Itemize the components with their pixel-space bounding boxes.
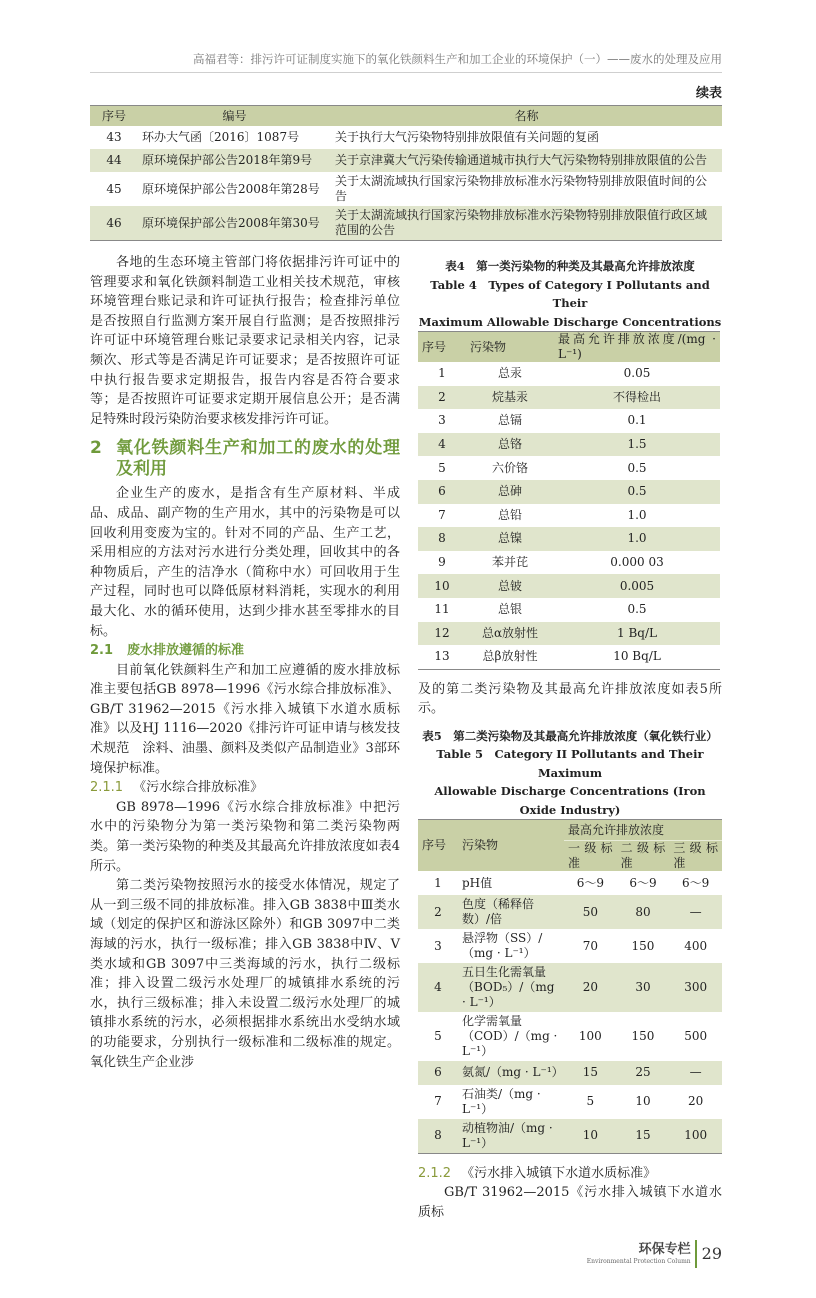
- table-row: [418, 409, 720, 433]
- cell: 0.5: [627, 460, 647, 475]
- cell: 6～9: [576, 875, 604, 890]
- table5-block: [418, 727, 722, 1154]
- cell: 总β放射性: [466, 645, 554, 669]
- cell: 原环境保护部公告2008年第28号: [142, 181, 320, 196]
- table-row: [418, 362, 720, 386]
- header-cell: 编号: [138, 106, 331, 127]
- table-row: [418, 504, 720, 528]
- right-column-bottom: [418, 1164, 722, 1223]
- cell: 总砷: [466, 480, 554, 504]
- section-title: 氧化铁颜料生产和加工的废水的处理及利用: [116, 438, 400, 480]
- table-row: [418, 895, 722, 929]
- cell: 2: [418, 386, 466, 410]
- table-row: [418, 551, 720, 575]
- table-header-row: [90, 106, 722, 127]
- table-header-row: [418, 820, 722, 841]
- page-number: 29: [701, 1244, 722, 1264]
- cell: 6～9: [682, 875, 710, 890]
- cell: 色度（稀释倍数）/倍: [458, 895, 564, 929]
- subsection-number: 2.1: [90, 643, 114, 659]
- cell: 8: [418, 527, 466, 551]
- cell: 1.5: [554, 433, 720, 457]
- header-cell: 最高允许排放浓度/(mg · L⁻¹): [554, 332, 720, 363]
- cell: 总铍: [466, 574, 554, 598]
- paragraph: 企业生产的废水，是指含有生产原材料、半成品、成品、副产物的生产用水，其中的污染物是可以回收利用变废为宝的。针对不同的产品、生产工艺，采用相应的方法对污水进行分类处理，回收其中的各种物质后，产生的洁净水（简称中水）可回收用于生产过程，同时也可以降低原材料消耗，实现水的利用最大化、水的循环使用，达到少排水甚至零排水的目标。: [90, 486, 400, 639]
- table-row: [418, 645, 720, 669]
- table-row: [90, 206, 722, 241]
- table-row: [418, 433, 720, 457]
- table4-block: [418, 257, 722, 670]
- table-row: [90, 149, 722, 172]
- cell: 总铅: [497, 507, 522, 522]
- paragraph: GB 8978—1996《污水综合排放标准》中把污水中的污染物分为第一类污染物和第二类污染物两类。第一类污染物的种类及其最高允许排放浓度如表4所示。: [90, 799, 400, 874]
- subsubsection-number: 2.1.1: [90, 780, 124, 796]
- cell: 20: [564, 963, 617, 1012]
- cell: 10 Bq/L: [554, 645, 720, 669]
- section-heading: [90, 438, 400, 480]
- cell: 7: [434, 1094, 442, 1109]
- subsubsection-title: 《污水排入城镇下水道水质标准》: [461, 1165, 657, 1181]
- cell: 总α放射性: [466, 622, 554, 646]
- cell: 150: [631, 938, 655, 953]
- table-row: [418, 386, 720, 410]
- cell: 11: [434, 602, 450, 617]
- cell: 45: [106, 181, 122, 196]
- running-head: 高福君等：排污许可证制度实施下的氧化铁颜料生产和加工企业的环境保护（一）——废水的处理及应用: [193, 52, 722, 66]
- cell: 0.000 03: [610, 555, 664, 570]
- continued-table-label: 续表: [695, 86, 722, 101]
- cell: 10: [564, 1119, 617, 1154]
- cell: 100: [669, 1119, 722, 1154]
- cell: 50: [564, 895, 617, 929]
- cell: 15: [617, 1119, 670, 1154]
- cell: 关于太湖流域执行国家污染物排放标准水污染物特别排放限值行政区域范围的公告: [331, 206, 722, 241]
- column-name-en: Environmental Protection Column: [586, 1258, 691, 1266]
- table5-caption-en: Table 5 Category II Pollutants and Their Maximum: [436, 747, 704, 780]
- subsubsection-heading: [418, 1164, 722, 1184]
- table-row: [90, 172, 722, 206]
- cell: 5: [438, 460, 446, 475]
- paragraph: GB/T 31962—2015《污水排入城镇下水道水质标: [418, 1185, 722, 1220]
- two-column-body: [90, 253, 722, 1222]
- cell: 15: [564, 1061, 617, 1085]
- cell: 不得检出: [554, 386, 720, 410]
- cell: 6: [418, 1061, 458, 1085]
- cell: 8: [418, 1119, 458, 1154]
- paragraph: 各地的生态环境主管部门将依据排污许可证中的管理要求和氧化铁颜料制造工业相关技术规范，审核环境管理台账记录和许可证执行报告；检查排污单位是否按照自行监测方案开展自行监测；是否按照排污许可证中环境管理台账记录要求记录相关内容，记录频次、形式等是否满足许可证要求；是否按照许可证中执行报告要求定期报告，报告内容是否符合要求等；是否按照许可证要求定期开展信息公开；是否满足特殊时段污染防治要求核发排污许可证。: [90, 255, 400, 427]
- header-cell: 最高允许排放浓度: [564, 820, 722, 841]
- table4-caption-en: Maximum Allowable Discharge Concentrations: [418, 314, 722, 329]
- cell: 10: [635, 1094, 651, 1109]
- cell: 46: [90, 206, 138, 241]
- table-row: [418, 456, 720, 480]
- section-number: 2: [90, 438, 102, 459]
- cell: —: [669, 895, 722, 929]
- cell: 12: [418, 622, 466, 646]
- table-row: [418, 598, 720, 622]
- cell: 烷基汞: [466, 386, 554, 410]
- table-row: [418, 1085, 722, 1119]
- header-cell: 序号: [90, 106, 138, 127]
- cell: 20: [688, 1094, 704, 1109]
- header-cell: 序号: [418, 820, 458, 872]
- cell: 0.5: [627, 602, 647, 617]
- cell: 动植物油/（mg · L⁻¹）: [458, 1119, 564, 1154]
- cell: 9: [438, 555, 446, 570]
- table4: [418, 331, 720, 670]
- subsubsection-number: 2.1.2: [418, 1165, 452, 1181]
- cell: 30: [617, 963, 670, 1012]
- cell: 原环境保护部公告2018年第9号: [138, 149, 331, 172]
- cell: 80: [617, 895, 670, 929]
- subsubsection-heading: [90, 778, 400, 798]
- cell: 44: [90, 149, 138, 172]
- table4-caption-en: Table 4 Types of Category I Pollutants and Their: [430, 277, 710, 310]
- footer-divider: [695, 1240, 697, 1268]
- cell: 总汞: [497, 366, 522, 381]
- table-row: [418, 480, 720, 504]
- header-cell: 一级标准: [564, 841, 617, 872]
- cell: 3: [434, 938, 442, 953]
- cell: 关于执行大气污染物特别排放限值有关问题的复函: [335, 130, 600, 144]
- cell: 6: [418, 480, 466, 504]
- column-name: 环保专栏: [638, 1242, 691, 1258]
- cell: 4: [418, 433, 466, 457]
- cell: 总银: [497, 602, 522, 617]
- table5-caption-en: Allowable Discharge Concentrations (Iron Oxide Industry): [434, 784, 706, 817]
- header-cell: 污染物: [458, 820, 564, 872]
- continued-table: [90, 105, 722, 241]
- header-cell: 污染物: [466, 332, 554, 363]
- table4-caption-cn: 表4 第一类污染物的种类及其最高允许排放浓度: [445, 259, 695, 273]
- cell: 1 Bq/L: [554, 622, 720, 646]
- right-column: [418, 257, 722, 1222]
- cell: 300: [669, 963, 722, 1012]
- header-cell: 三级标准: [669, 841, 722, 872]
- subsubsection-title: 《污水综合排放标准》: [133, 780, 264, 796]
- cell: 原环境保护部公告2008年第30号: [138, 206, 331, 241]
- cell: 关于京津冀大气污染传输通道城市执行大气污染物特别排放限值的公告: [331, 149, 722, 172]
- cell: 1: [438, 366, 446, 381]
- cell: 0.005: [554, 574, 720, 598]
- subsection-heading: [90, 641, 400, 661]
- cell: 1: [434, 875, 442, 890]
- table-row: [418, 574, 720, 598]
- header-cell: 二级标准: [617, 841, 670, 872]
- cell: 2: [418, 895, 458, 929]
- table-row: [418, 622, 720, 646]
- paragraph: 第二类污染物按照污水的接受水体情况，规定了从一到三级不同的排放标准。排入GB 3838中Ⅲ类水域（划定的保护区和游泳区除外）和GB 3097中二类海域的污水，执行一级标准；排入GB 3838中Ⅳ、Ⅴ类水域和GB 3097中三类海域的污水，执行二级标准；排入设置二级污水处理厂的城镇排水系统的污水，执行三级标准；排入未设置二级污水处理厂的城镇排水系统的污水，必须根据排水系统出水受纳水域的功能要求，分别执行一级标准和二级标准的规定。氧化铁生产企业涉: [90, 878, 400, 1070]
- table5-caption-cn: 表5 第二类污染物及其最高允许排放浓度（氧化铁行业）: [422, 728, 718, 743]
- page-footer: [90, 1240, 722, 1268]
- cell: 化学需氧量（COD）/（mg · L⁻¹）: [462, 1014, 558, 1058]
- table-row: [418, 1119, 722, 1154]
- cell: 1.0: [627, 507, 647, 522]
- cell: pH值: [462, 875, 493, 890]
- cell: 7: [438, 507, 446, 522]
- paragraph: 目前氧化铁颜料生产和加工应遵循的废水排放标准主要包括GB 8978—1996《污水综合排放标准》、GB/T 31962—2015《污水排入城镇下水道水质标准》以及HJ 1116—2020《排污许可证申请与核发技术规范 涂料、油墨、颜料及类似产品制造业》3部环境保护标准。: [90, 662, 400, 776]
- cell: 500: [684, 1029, 708, 1043]
- cell: 100: [578, 1029, 602, 1043]
- cell: 400: [684, 938, 708, 953]
- table-row: [418, 527, 720, 551]
- cell: 关于太湖流域执行国家污染物排放标准水污染物特别排放限值时间的公告: [335, 174, 708, 203]
- cell: 总铬: [466, 433, 554, 457]
- table-row: [418, 1012, 722, 1061]
- cell: 25: [617, 1061, 670, 1085]
- cell: 4: [418, 963, 458, 1012]
- cell: 五日生化需氧量（BOD₅）/（mg · L⁻¹）: [458, 963, 564, 1012]
- cell: —: [669, 1061, 722, 1085]
- header-cell: 名称: [331, 106, 722, 127]
- cell: 5: [586, 1094, 595, 1109]
- paragraph: 及的第二类污染物及其最高允许排放浓度如表5所示。: [418, 681, 722, 717]
- cell: 悬浮物（SS）/（mg · L⁻¹）: [462, 931, 543, 960]
- cell: 环办大气函〔2016〕1087号: [142, 130, 300, 144]
- table-row: [418, 871, 722, 895]
- footer-column-label: [587, 1242, 691, 1266]
- cell: 43: [106, 130, 122, 144]
- cell: 氨氮/（mg · L⁻¹）: [458, 1061, 564, 1085]
- cell: 石油类/（mg · L⁻¹）: [462, 1086, 541, 1116]
- table-row: [418, 1061, 722, 1085]
- cell: 5: [434, 1029, 442, 1043]
- table-header-row: [418, 332, 720, 363]
- table-row: [418, 929, 722, 963]
- header-divider: [90, 72, 722, 73]
- cell: 13: [418, 645, 466, 669]
- left-column: [90, 253, 400, 1072]
- cell: 六价铬: [491, 460, 528, 475]
- cell: 10: [418, 574, 466, 598]
- header-cell: 序号: [418, 332, 466, 363]
- cell: 总镉: [497, 413, 522, 428]
- table-row: [418, 963, 722, 1012]
- table5: [418, 819, 722, 1153]
- cell: 总镍: [466, 527, 554, 551]
- subsection-title: 废水排放遵循的标准: [127, 643, 245, 659]
- cell: 0.1: [627, 413, 647, 428]
- cell: 150: [631, 1029, 655, 1043]
- cell: 1.0: [554, 527, 720, 551]
- table-row: [90, 126, 722, 149]
- cell: 0.5: [554, 480, 720, 504]
- cell: 70: [582, 938, 598, 953]
- cell: 6～9: [629, 875, 657, 890]
- cell: 3: [438, 413, 446, 428]
- cell: 0.05: [623, 366, 651, 381]
- cell: 苯并芘: [491, 555, 528, 570]
